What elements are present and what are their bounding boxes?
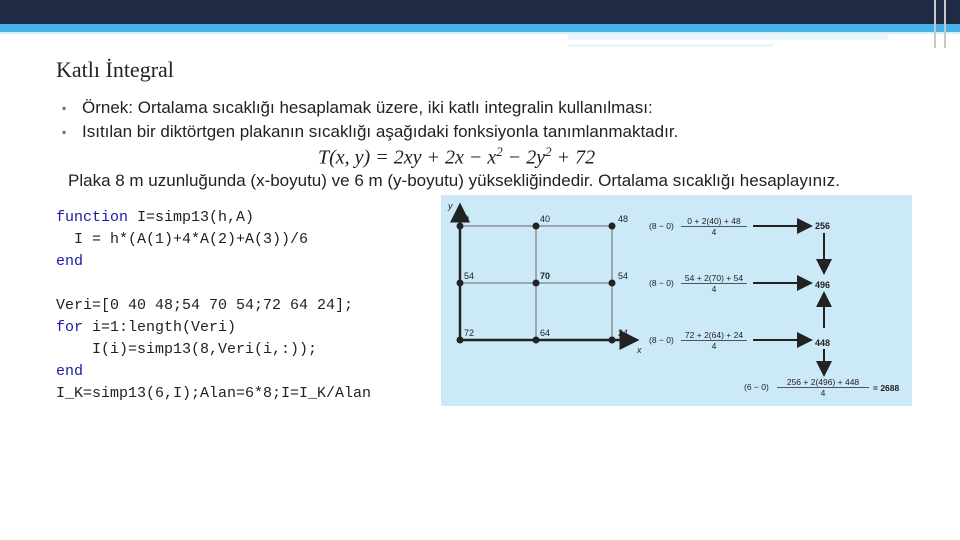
- grid-point: [609, 280, 616, 287]
- grid-point: [533, 280, 540, 287]
- bullet-item: ▪ Örnek: Ortalama sıcaklığı hesaplamak üzere, iki katlı integralin kullanılması:: [62, 96, 678, 120]
- code-keyword: end: [56, 253, 84, 270]
- row-numerator: 54 + 2(70) + 54: [684, 273, 744, 283]
- code-line: i=1:length(Veri): [83, 319, 237, 336]
- code-line: I_K=simp13(6,I);Alan=6*8;I=I_K/Alan: [56, 385, 372, 402]
- grid-point: [609, 337, 616, 344]
- x-axis-label: x: [637, 345, 642, 355]
- simpson-diagram: [441, 195, 912, 406]
- code-keyword: for: [56, 319, 84, 336]
- code-line: I(i)=simp13(8,Veri(i,:));: [56, 341, 318, 358]
- bullet-list: [62, 96, 678, 144]
- header-band-dark: [0, 0, 960, 24]
- row-prefix: (8 − 0): [649, 335, 674, 345]
- grid-value: 54: [618, 271, 629, 281]
- row-result: 256: [815, 221, 831, 231]
- temperature-formula: [318, 144, 595, 170]
- decor-strip: [568, 34, 888, 40]
- code-line: Veri=[0 40 48;54 70 54;72 64 24];: [56, 297, 354, 314]
- problem-statement: Plaka 8 m uzunluğunda (x-boyutu) ve 6 m (y-boyutu) yüksekliğindedir. Ortalama sıcaklığı hesaplayınız.: [68, 171, 840, 190]
- simpson-grid-figure: [441, 195, 912, 406]
- grid-point: [609, 223, 616, 230]
- formula-lhs: T(x, y) = 2xy + 2x − x: [318, 146, 497, 169]
- grid-point: [457, 223, 464, 230]
- formula-end: + 72: [551, 146, 596, 169]
- grid-point: [533, 337, 540, 344]
- row-denominator: 4: [711, 227, 717, 237]
- grid-value: 70: [540, 271, 551, 281]
- code-keyword: function: [56, 209, 129, 226]
- row-formula: [649, 330, 747, 351]
- bullet-item: ▪ Isıtılan bir diktörtgen plakanın sıcaklığı aşağıdaki fonksiyonla tanımlanmaktadır.: [62, 120, 678, 144]
- formula-exponent: 2: [545, 144, 552, 159]
- row-numerator: 0 + 2(40) + 48: [687, 216, 741, 226]
- row-prefix: (8 − 0): [649, 278, 674, 288]
- row-result: 496: [815, 280, 831, 290]
- grid-value: 48: [618, 214, 629, 224]
- formula-mid: − 2y: [502, 146, 546, 169]
- row-denominator: 4: [711, 284, 717, 294]
- matlab-code: [56, 207, 371, 405]
- grid-value: 24: [618, 328, 629, 338]
- slide-title: Katlı İntegral: [56, 57, 174, 82]
- grid-point: [457, 280, 464, 287]
- row-prefix: (8 − 0): [649, 221, 674, 231]
- code-line: I=simp13(h,A): [128, 209, 255, 226]
- row-result: 448: [815, 338, 831, 348]
- final-denominator: 4: [820, 388, 826, 398]
- header-band-light: [0, 24, 960, 32]
- grid-value: 40: [540, 214, 551, 224]
- grid-value: 0: [464, 214, 470, 224]
- grid-value: 64: [540, 328, 551, 338]
- grid-point: [457, 337, 464, 344]
- row-formula: [649, 273, 747, 294]
- grid-point: [533, 223, 540, 230]
- final-formula: [744, 377, 900, 398]
- formula-exponent: 2: [496, 144, 503, 159]
- row-denominator: 4: [711, 341, 717, 351]
- code-line: I = h*(A(1)+4*A(2)+A(3))/6: [56, 231, 309, 248]
- corner-divider: [934, 0, 936, 48]
- grid-value: 72: [464, 328, 475, 338]
- final-prefix: (6 − 0): [744, 382, 769, 392]
- final-numerator: 256 + 2(496) + 448: [786, 377, 860, 387]
- code-keyword: end: [56, 363, 84, 380]
- row-formula: [649, 216, 747, 237]
- corner-divider: [944, 0, 946, 48]
- row-numerator: 72 + 2(64) + 24: [684, 330, 744, 340]
- final-result: = 2688: [873, 383, 900, 393]
- grid-value: 54: [464, 271, 475, 281]
- y-axis-label: y: [448, 201, 453, 211]
- decor-strip-small: [568, 44, 773, 47]
